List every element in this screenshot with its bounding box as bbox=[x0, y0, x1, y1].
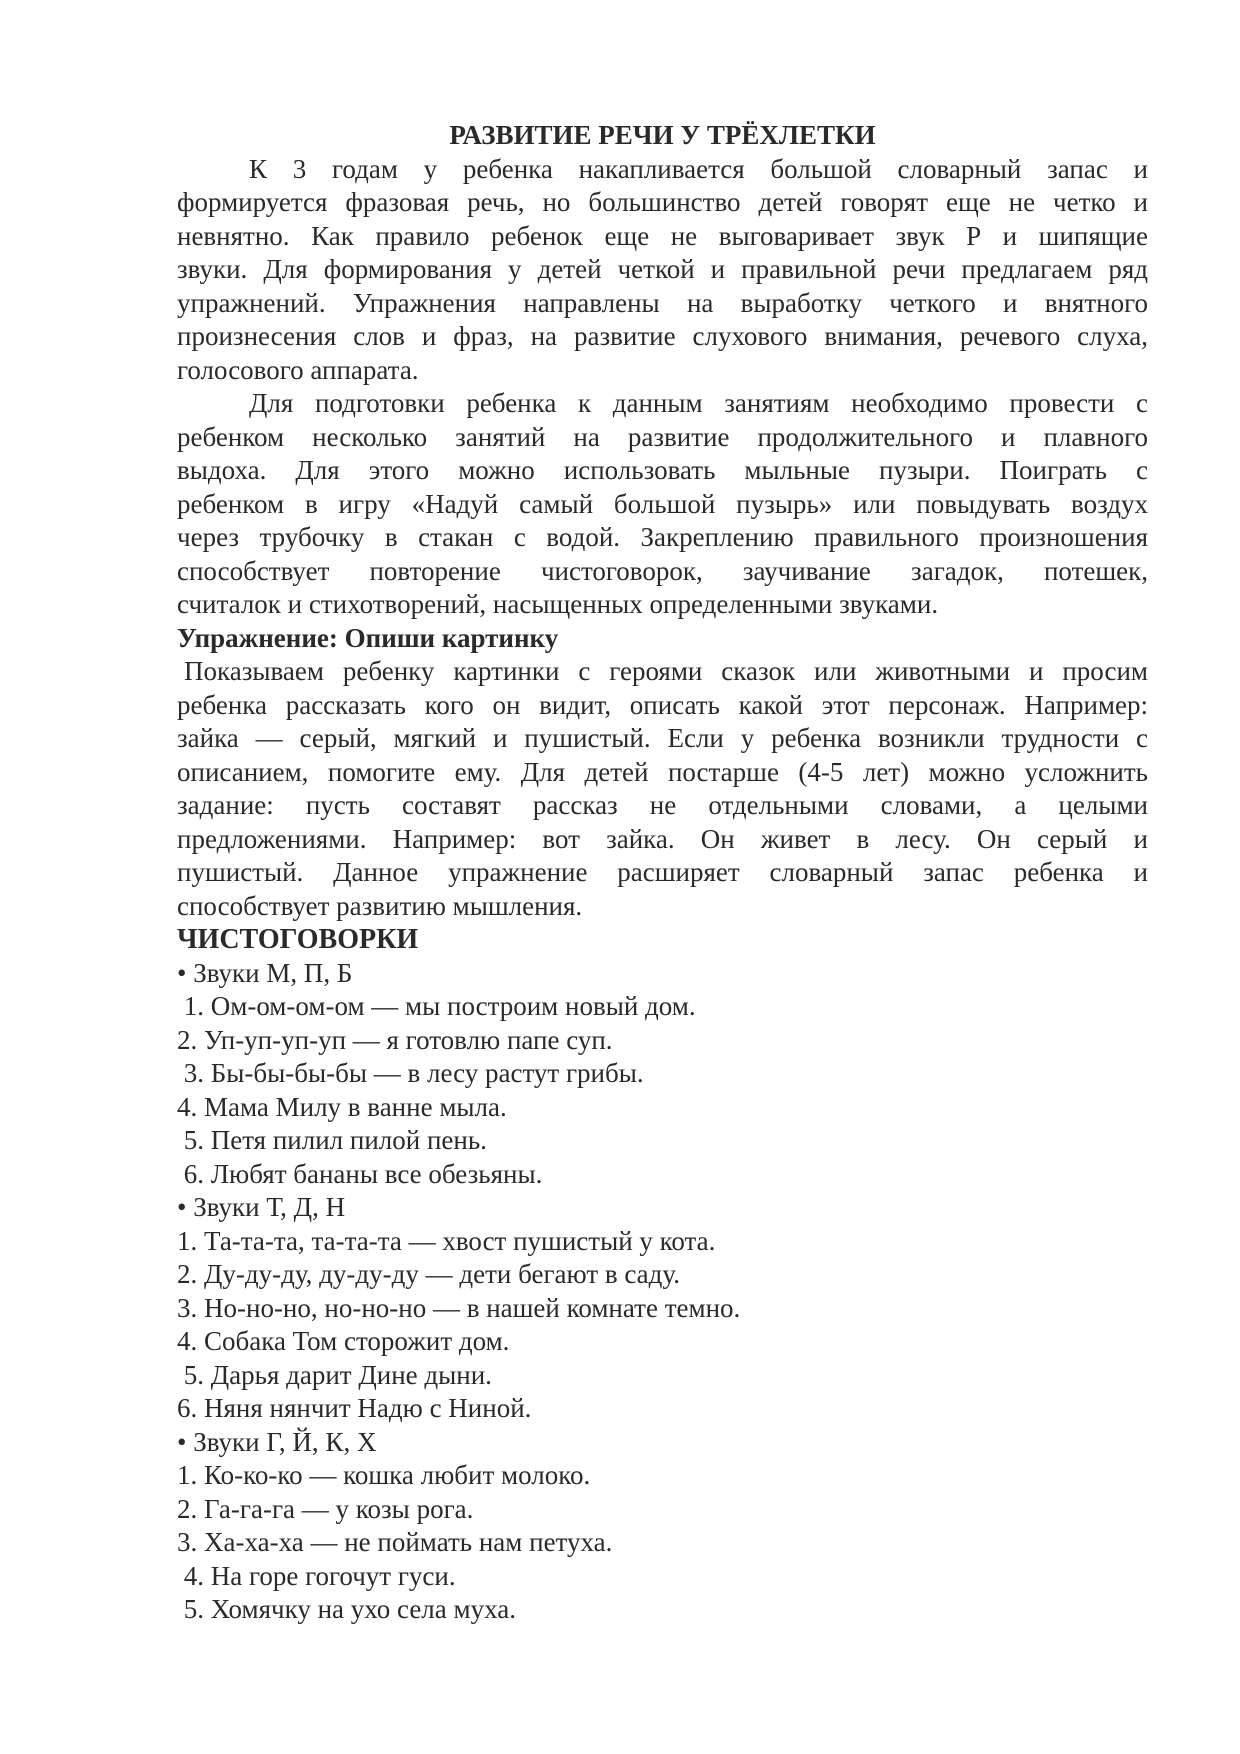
group-label: • Звуки Т, Д, Н bbox=[177, 1192, 346, 1222]
text-line: выдоха. Для этого можно использовать мыльные пузыри. Поиграть с bbox=[177, 455, 1148, 485]
sound-group-gykh bbox=[177, 1426, 1148, 1627]
list-item: 1. Ом-ом-ом-ом — мы построим новый дом. bbox=[177, 991, 696, 1021]
list-item: 2. Ду-ду-ду, ду-ду-ду — дети бегают в саду. bbox=[177, 1259, 680, 1289]
list-item: 3. Но-но-но, но-но-но — в нашей комнате темно. bbox=[177, 1292, 741, 1323]
text-line: невнятно. Как правило ребенок еще не выговаривает звук Р и шипящие bbox=[177, 220, 1148, 251]
text-line: ребенком в игру «Надуй самый большой пузырь» или повыдувать воздух bbox=[177, 488, 1148, 519]
text-line: описанием, помогите ему. Для детей постарше (4-5 лет) можно усложнить bbox=[177, 756, 1148, 787]
list-item: 6. Няня нянчит Надю с Ниной. bbox=[177, 1393, 532, 1423]
text-line: Для подготовки ребенка к данным занятиям необходимо провести с bbox=[249, 388, 1148, 418]
list-item: 3. Бы-бы-бы-бы — в лесу растут грибы. bbox=[177, 1058, 644, 1088]
text-line: ребенком несколько занятий на развитие продолжительного и плавного bbox=[177, 421, 1148, 452]
exercise-heading: Упражнение: Опиши картинку bbox=[177, 622, 559, 653]
list-item: 3. Ха-ха-ха — не поймать нам петуха. bbox=[177, 1527, 613, 1557]
text-line: произнесения слов и фраз, на развитие слухового внимания, речевого слуха, bbox=[177, 321, 1148, 351]
text-line: звуки. Для формирования у детей четкой и правильной речи предлагаем ряд bbox=[177, 254, 1148, 284]
text-line: Показываем ребенку картинки с героями сказок или животными и просим bbox=[184, 656, 1148, 686]
list-item: 1. Та-та-та, та-та-та — хвост пушистый у кота. bbox=[177, 1225, 716, 1256]
text-line: формируется фразовая речь, но большинство детей говорят еще не четко и bbox=[177, 187, 1148, 217]
text-line: голосового аппарата. bbox=[177, 354, 419, 385]
list-item: 4. Собака Том сторожит дом. bbox=[177, 1326, 510, 1356]
text-line: способствует повторение чистоговорок, заучивание загадок, потешек, bbox=[177, 555, 1148, 586]
list-item: 5. Хомячку на ухо села муха. bbox=[177, 1594, 516, 1624]
sound-group-tdn bbox=[177, 1191, 1148, 1426]
group-label: • Звуки Г, Й, К, Х bbox=[177, 1426, 377, 1457]
document-title: РАЗВИТИЕ РЕЧИ У ТРЁХЛЕТКИ bbox=[449, 120, 876, 150]
intro-paragraph bbox=[177, 153, 1148, 388]
list-item: 2. Уп-уп-уп-уп — я готовлю папе суп. bbox=[177, 1024, 613, 1055]
group-label: • Звуки М, П, Б bbox=[177, 957, 353, 988]
preparation-paragraph bbox=[177, 387, 1148, 622]
list-item: 4. Мама Милу в ванне мыла. bbox=[177, 1091, 507, 1122]
text-line: считалок и стихотворений, насыщенных определенными звуками. bbox=[177, 589, 939, 619]
text-line: предложениями. Например: вот зайка. Он живет в лесу. Он серый и bbox=[177, 823, 1148, 854]
list-item: 2. Га-га-га — у козы рога. bbox=[177, 1493, 474, 1524]
text-line: задание: пусть составят рассказ не отдельными словами, а целыми bbox=[177, 790, 1148, 820]
exercise-paragraph bbox=[177, 655, 1148, 923]
text-line: способствует развитию мышления. bbox=[177, 890, 583, 921]
text-line: К 3 годам у ребенка накапливается большой словарный запас и bbox=[249, 153, 1148, 184]
list-item: 1. Ко-ко-ко — кошка любит молоко. bbox=[177, 1460, 591, 1490]
list-item: 5. Дарья дарит Дине дыни. bbox=[177, 1359, 492, 1390]
text-line: через трубочку в стакан с водой. Закреплению правильного произношения bbox=[177, 522, 1148, 552]
text-line: зайка — серый, мягкий и пушистый. Если у ребенка возникли трудности с bbox=[177, 723, 1148, 753]
list-item: 4. На горе гогочут гуси. bbox=[177, 1560, 456, 1591]
list-item: 6. Любят бананы все обезьяны. bbox=[177, 1158, 543, 1189]
sound-group-mpb bbox=[177, 957, 1148, 1192]
text-line: ребенка рассказать кого он видит, описать какой этот персонаж. Например: bbox=[177, 689, 1148, 720]
text-line: упражнений. Упражнения направлены на выработку четкого и внятного bbox=[177, 287, 1148, 318]
text-line: пушистый. Данное упражнение расширяет словарный запас ребенка и bbox=[177, 857, 1148, 887]
document-page bbox=[177, 119, 1148, 1627]
tongue-twisters-heading: ЧИСТОГОВОРКИ bbox=[177, 924, 419, 955]
list-item: 5. Петя пилил пилой пень. bbox=[177, 1125, 487, 1155]
